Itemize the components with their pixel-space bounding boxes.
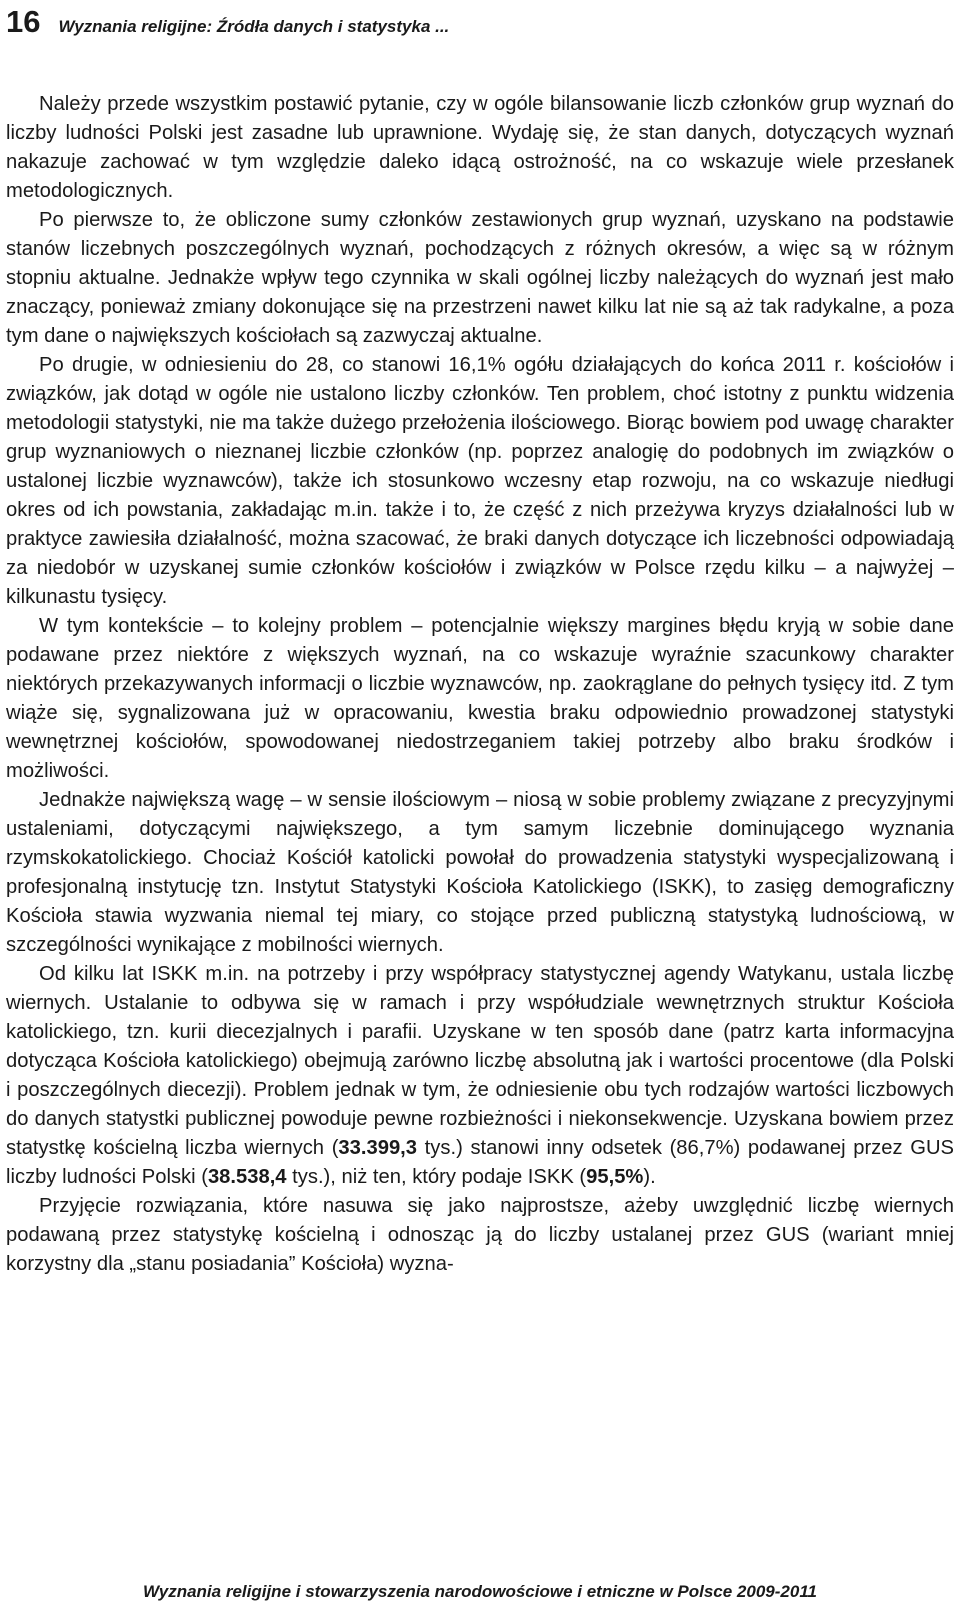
paragraph-6	[6, 960, 954, 1192]
paragraph-6-text-4: ).	[643, 1166, 656, 1188]
paragraph-4: W tym kontekście – to kolejny problem – potencjalnie większy margines błędu kryją w sobie dane podawane przez niektóre z większych wyznań, na co wskazuje wyraźnie szacunkowy charakter niektórych przekazywanych informacji o liczbie wyznawców, np. zaokrąglane do pełnych tysięcy itd. Z tym wiąże się, sygnalizowana już w opracowaniu, kwestia braku odpowiednio prowadzonej statystyki wewnętrznej kościołów, spowodowanej niedostrzeganiem takiej potrzeby albo braku środków i możliwości.	[6, 615, 954, 782]
paragraph-7: Przyjęcie rozwiązania, które nasuwa się jako najprostsze, ażeby uwzględnić liczbę wiernych podawaną przez statystykę kościelną i odnosząc ją do liczby ustalanej przez GUS (wariant mniej korzystny dla „stanu posiadania” Kościoła) wyzna-	[6, 1195, 954, 1275]
body-text	[6, 90, 954, 1279]
population-value: 38.538,4	[207, 1166, 287, 1188]
paragraph-6-text-1: Od kilku lat ISKK m.in. na potrzeby i przy współpracy statystycznej agendy Watykanu, ustala liczbę wiernych. Ustalanie to odbywa się w ramach i przy współudziale wewnętrznych struktur Kościoła katolickiego, tzn. kurii diecezjalnych i parafii. Uzyskane w ten sposób dane (patrz karta informacyjna dotycząca Kościoła katolickiego) obejmują zarówno liczbę absolutną jak i wartości procentowe (dla Polski i poszczególnych diecezji). Problem jednak w tym, że odniesienie obu tych rodzajów wartości liczbowych do danych statystki publicznej powoduje pewne rozbieżności i niekonsekwencje. Uzyskana bowiem przez statystkę kościelną liczba wiernych (	[6, 963, 954, 1159]
paragraph-1: Należy przede wszystkim postawić pytanie, czy w ogóle bilansowanie liczb członków grup wyznań do liczby ludności Polski jest zasadne lub uprawnione. Wydaję się, że stan danych, dotyczących wyznań nakazuje zachować w tym względzie daleko idącą ostrożność, na co wskazuje wiele przesłanek metodologicznych.	[6, 93, 954, 202]
paragraph-2: Po pierwsze to, że obliczone sumy członków zestawionych grup wyznań, uzyskano na podstawie stanów liczebnych poszczególnych wyznań, pochodzących z różnych okresów, a więc są w różnym stopniu aktualne. Jednakże wpływ tego czynnika w skali ogólnej liczby należących do wyznań jest mało znaczący, ponieważ zmiany dokonujące się na przestrzeni nawet kilku lat nie są aż tak radykalne, a poza tym dane o największych kościołach są zazwyczaj aktualne.	[6, 209, 954, 347]
paragraph-3: Po drugie, w odniesieniu do 28, co stanowi 16,1% ogółu działających do końca 2011 r. kościołów i związków, jak dotąd w ogóle nie ustalono liczby członków. Ten problem, choć istotny z punktu widzenia metodologii statystyki, nie ma także dużego przełożenia ilościowego. Biorąc bowiem pod uwagę charakter grup wyznaniowych o nieznanej liczbie członków (np. poprzez analogię do podobnych im związków o ustalonej liczbie wyznawców), także ich stosunkowo wczesny etap rozwoju, na co wskazuje niedługi okres od ich powstania, zakładając m.in. także i to, że część z nich przeżywa kryzys działalności lub w praktyce zawiesiła działalność, można szacować, że braki danych dotyczące ich liczebności odpowiadają za niedobór w uzyskanej sumie członków kościołów i związków w Polsce rzędu kilku – a najwyżej – kilkunastu tysięcy.	[6, 354, 954, 608]
paragraph-5: Jednakże największą wagę – w sensie ilościowym – niosą w sobie problemy związane z precyzyjnymi ustaleniami, dotyczącymi największego, a tym samym liczebnie dominującego wyznania rzymskokatolickiego. Chociaż Kościół katolicki powołał do prowadzenia statystyki wyspecjalizowaną i profesjonalną instytucję tzn. Instytut Statystyki Kościoła Katolickiego (ISKK), to zasięg demograficzny Kościoła stawia wyzwania niemal tej miary, co stojące przed publiczną statystyką ludnościową, w szczególności wynikające z mobilności wiernych.	[6, 789, 954, 956]
iskk-percent-value: 95,5%	[586, 1166, 644, 1188]
catholic-count-value: 33.399,3	[338, 1137, 418, 1159]
paragraph-6-text-2: tys.) stanowi inny odsetek (86,7%) podawanej przez GUS liczby ludności Polski (	[6, 1137, 954, 1188]
paragraph-6-text-3: tys.), niż ten, który podaje ISKK (	[286, 1166, 587, 1188]
page-number: 16	[6, 4, 41, 39]
page-footer: Wyznania religijne i stowarzyszenia narodowościowe i etniczne w Polsce 2009-2011	[143, 1582, 817, 1601]
page-header	[6, 2, 946, 42]
running-title: Wyznania religijne: Źródła danych i statystyka ...	[58, 17, 450, 36]
